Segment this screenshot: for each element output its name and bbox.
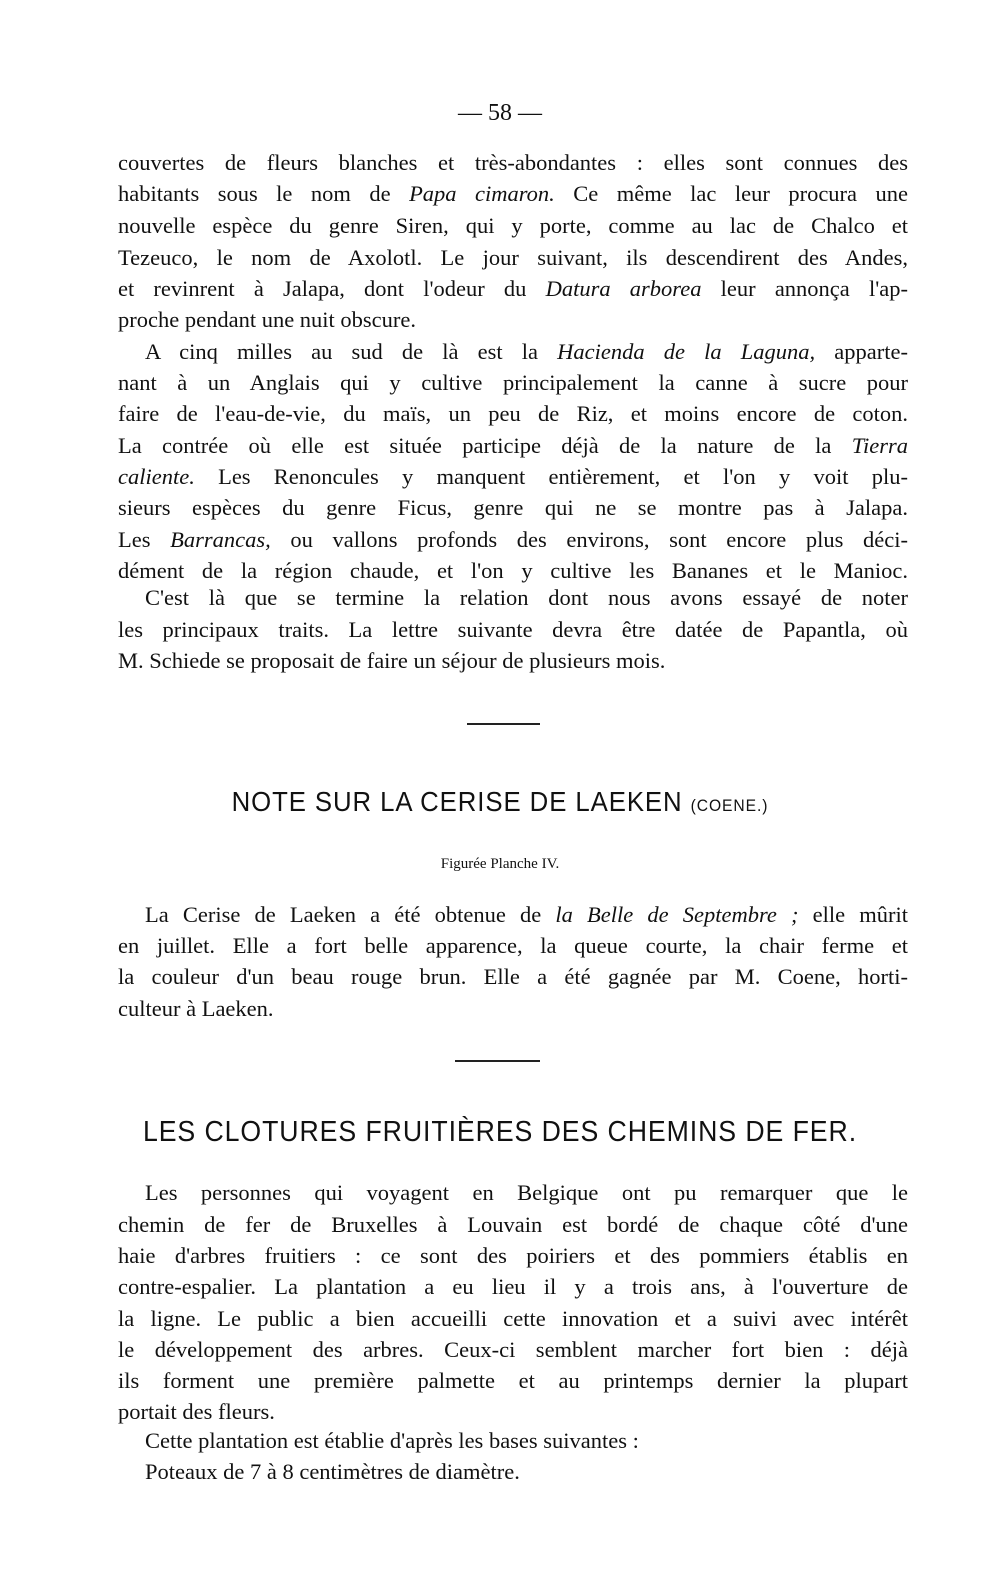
- text-segment: Tezeuco, le nom de Axolotl. Le jour suivant, ils descendirent des Andes,: [118, 245, 908, 270]
- text-segment: le développement des arbres. Ceux-ci semblent marcher fort bien : déjà: [118, 1337, 908, 1362]
- text-segment: Les: [118, 527, 171, 552]
- text-line: [145, 1178, 908, 1208]
- italic-text: Hacienda de la Laguna,: [557, 339, 816, 364]
- italic-text: Papa cimaron.: [409, 181, 555, 206]
- section-divider: [467, 723, 540, 725]
- text-segment: portait des fleurs.: [118, 1399, 275, 1424]
- text-line: [118, 615, 908, 645]
- text-line: [145, 337, 908, 367]
- text-line: [118, 646, 908, 676]
- text-line: [118, 962, 908, 992]
- text-segment: faire de l'eau-de-vie, du maïs, un peu de Riz, et moins encore de coton.: [118, 401, 908, 426]
- text-line: [145, 900, 908, 930]
- text-line: [118, 1397, 908, 1427]
- text-segment: proche pendant une nuit obscure.: [118, 307, 417, 332]
- text-line: [118, 368, 908, 398]
- text-segment: culteur à Laeken.: [118, 996, 274, 1021]
- text-line: [118, 1304, 908, 1334]
- text-segment: elle mûrit: [798, 902, 908, 927]
- text-line: [118, 931, 908, 961]
- italic-text: la Belle de Septembre ;: [555, 902, 799, 927]
- text-segment: dément de la région chaude, et l'on y cultive les Bananes et le Manioc.: [118, 558, 908, 583]
- text-segment: la couleur d'un beau rouge brun. Elle a été gagnée par M. Coene, horti-: [118, 964, 908, 989]
- text-line: [118, 1335, 908, 1365]
- text-line: [118, 243, 908, 273]
- text-line: [118, 493, 908, 523]
- text-segment: M. Schiede se proposait de faire un séjour de plusieurs mois.: [118, 648, 666, 673]
- text-line: [118, 1210, 908, 1240]
- text-segment: la ligne. Le public a bien accueilli cette innovation et a suivi avec intérêt: [118, 1306, 908, 1331]
- figure-reference: Figurée Planche IV.: [440, 856, 560, 872]
- page-number: — 58 —: [458, 100, 542, 126]
- text-line: [145, 1426, 908, 1456]
- text-line: [118, 1366, 908, 1396]
- section-heading-clotures: LES CLOTURES FRUITIÈRES DES CHEMINS DE FER.: [142, 1116, 858, 1148]
- text-line: [118, 274, 908, 304]
- text-line: [118, 431, 908, 461]
- text-segment: Les Renoncules y manquent entièrement, et l'on y voit plu-: [194, 464, 908, 489]
- text-segment: les principaux traits. La lettre suivante devra être datée de Papantla, où: [118, 617, 908, 642]
- italic-text: Tierra: [851, 433, 908, 458]
- text-line: [118, 1241, 908, 1271]
- text-segment: ou vallons profonds des environs, sont encore plus déci-: [270, 527, 908, 552]
- text-line: [145, 1457, 908, 1487]
- text-line: [118, 1272, 908, 1302]
- text-segment: ils forment une première palmette et au printemps dernier la plupart: [118, 1368, 908, 1393]
- section-heading-cerise: [40, 786, 960, 818]
- heading-note: (COENE.): [690, 796, 769, 815]
- text-segment: chemin de fer de Bruxelles à Louvain est bordé de chaque côté d'une: [118, 1212, 908, 1237]
- italic-text: caliente.: [118, 464, 195, 489]
- text-segment: en juillet. Elle a fort belle apparence, la queue courte, la chair ferme et: [118, 933, 908, 958]
- italic-text: Barrancas,: [170, 527, 271, 552]
- text-segment: leur annonça l'ap-: [701, 276, 908, 301]
- text-segment: contre-espalier. La plantation a eu lieu il y a trois ans, à l'ouverture de: [118, 1274, 908, 1299]
- text-line: [118, 305, 908, 335]
- text-segment: C'est là que se termine la relation dont nous avons essayé de noter: [145, 585, 908, 610]
- text-segment: haie d'arbres fruitiers : ce sont des poiriers et des pommiers établis en: [118, 1243, 908, 1268]
- text-segment: Cette plantation est établie d'après les bases suivantes :: [145, 1428, 639, 1453]
- text-segment: et revinrent à Jalapa, dont l'odeur du: [118, 276, 546, 301]
- text-segment: Les personnes qui voyagent en Belgique ont pu remarquer que le: [145, 1180, 908, 1205]
- text-segment: A cinq milles au sud de là est la: [145, 339, 558, 364]
- text-segment: habitants sous le nom de: [118, 181, 410, 206]
- text-line: [118, 556, 908, 586]
- text-line: [118, 211, 908, 241]
- text-line: [118, 148, 908, 178]
- text-line: [118, 462, 908, 492]
- section-divider: [455, 1060, 540, 1062]
- text-segment: apparte-: [815, 339, 908, 364]
- text-segment: La Cerise de Laeken a été obtenue de: [145, 902, 556, 927]
- text-line: [118, 525, 908, 555]
- text-segment: Ce même lac leur procura une: [554, 181, 908, 206]
- heading-title: NOTE SUR LA CERISE DE LAEKEN: [231, 786, 683, 817]
- text-line: [118, 994, 908, 1024]
- text-line: [145, 583, 908, 613]
- text-segment: La contrée où elle est située participe déjà de la nature de la: [118, 433, 852, 458]
- text-segment: couvertes de fleurs blanches et très-abondantes : elles sont connues des: [118, 150, 908, 175]
- text-segment: sieurs espèces du genre Ficus, genre qui ne se montre pas à Jalapa.: [118, 495, 908, 520]
- italic-text: Datura arborea: [545, 276, 702, 301]
- text-line: [118, 399, 908, 429]
- text-segment: nant à un Anglais qui y cultive principalement la canne à sucre pour: [118, 370, 908, 395]
- text-segment: nouvelle espèce du genre Siren, qui y porte, comme au lac de Chalco et: [118, 213, 908, 238]
- text-segment: Poteaux de 7 à 8 centimètres de diamètre.: [145, 1459, 520, 1484]
- text-line: [118, 179, 908, 209]
